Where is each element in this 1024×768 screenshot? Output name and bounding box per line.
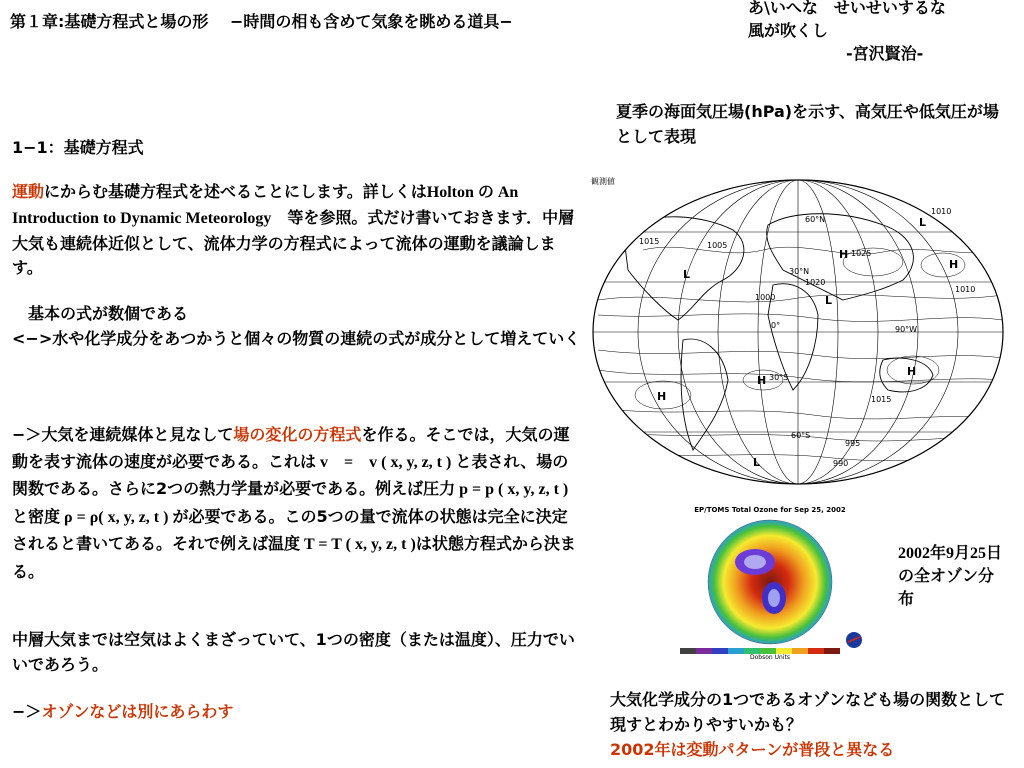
low-marker: L xyxy=(683,268,691,281)
lat-label: 60°N xyxy=(805,215,826,224)
ozone-units-label: Dobson Units xyxy=(750,654,790,661)
low-marker: L xyxy=(825,294,833,307)
poem-line-1: あ\いへな せいせいするな xyxy=(748,0,946,17)
ozone-globe xyxy=(708,520,832,644)
ozone-figure xyxy=(670,500,870,670)
keyword-motion: 運動 xyxy=(12,182,45,201)
low-marker: L xyxy=(919,216,927,229)
bottom-caption-text: 大気化学成分の1つであるオゾンなども場の関数として現すとわかりやすいかも？ xyxy=(610,690,1006,734)
para3-text-e: が必要である。この5つの量で流体の状態は完全に決定されると書いてある。それで例えば温度 xyxy=(12,506,568,554)
para3-text-c: と表され、場の関数である。さらに2つの熱力学量が必要である。例えば圧力 xyxy=(12,451,569,499)
bottom-caption xyxy=(610,688,1010,762)
high-marker: H xyxy=(907,365,917,378)
isobar-label: 1020 xyxy=(805,278,826,287)
keyword-field-equation: 場の変化の方程式 xyxy=(233,425,362,444)
ozone-figure-title: EP/TOMS Total Ozone for Sep 25, 2002 xyxy=(694,506,846,514)
isobar-label: 1010 xyxy=(931,207,952,216)
high-marker: H xyxy=(949,258,959,271)
para2-line-1: 基本の式が数個である xyxy=(12,304,189,323)
bottom-caption-red: 2002年は変動パターンが普段と異なる xyxy=(610,739,895,759)
poem-quote xyxy=(748,0,946,66)
lat-label: 30°S xyxy=(769,373,789,382)
arrow-text: −＞ xyxy=(12,702,42,721)
ozone-note-red: オゾンなどは別にあらわす xyxy=(41,702,234,721)
lon-label: 90°W xyxy=(895,325,918,334)
lat-label: 60°S xyxy=(791,431,811,440)
para1-text-a: にからむ基礎方程式を述べることにします。詳しくは xyxy=(44,182,427,201)
ozone-map-svg xyxy=(670,500,870,670)
paragraph-intro xyxy=(12,180,582,281)
isobar-label: 995 xyxy=(845,439,861,448)
book-reference: Holton の An Introduction to Dynamic Meteorology xyxy=(12,184,519,227)
page-title: 第１章:基礎方程式と場の形 −時間の相も含めて気象を眺める道具− xyxy=(10,12,513,31)
equation-pressure: p = p ( x, y, z, t ) xyxy=(455,481,569,499)
para3-text-b: を作る。そこでは，大気の運動を表す流体の速度が必要である。これは xyxy=(12,425,570,471)
paragraph-mixing: 中層大気までは空気はよくまざっていて、1つの密度（または温度）、圧力でいいであろう。 xyxy=(12,630,575,674)
high-marker: H xyxy=(839,248,849,261)
ozone-hole-core xyxy=(768,589,780,607)
sea-level-pressure-map xyxy=(583,170,1008,490)
isobar-label: 1025 xyxy=(851,249,872,258)
equation-density: ρ = ρ( x, y, z, t ) xyxy=(60,508,173,526)
poem-line-2: 風が吹くし xyxy=(748,21,829,41)
ozone-date-caption: 2002年9月25日の全オゾン分布 xyxy=(898,545,1003,609)
world-map-svg xyxy=(583,170,1008,490)
lat-label: 30°N xyxy=(789,267,810,276)
isobar-label: 1015 xyxy=(871,395,892,404)
low-marker: L xyxy=(753,456,761,469)
isobar-label: 1005 xyxy=(707,241,728,250)
isobar-label: 1010 xyxy=(955,285,976,294)
map-corner-label: 観測値 xyxy=(591,177,615,186)
equation-velocity: v = v ( x, y, z, t ) xyxy=(316,453,456,471)
high-marker: H xyxy=(657,390,667,403)
isobar-label: 1000 xyxy=(755,293,776,302)
section-heading: 1−1：基礎方程式 xyxy=(12,138,144,157)
paragraph-field-equations xyxy=(12,422,582,585)
ozone-hole-core xyxy=(744,555,766,569)
equation-temperature: T = T ( x, y, z, t ) xyxy=(300,536,416,554)
high-marker: H xyxy=(757,374,767,387)
para1-text-c: 等を参照。式だけ書いておきます．中層大気も連続体近似として、流体力学の方程式によって流体の運動を議論します。 xyxy=(12,207,575,278)
para3-text-d: と密度 xyxy=(12,506,61,526)
ozone-note xyxy=(12,700,233,725)
lat-label: 0° xyxy=(771,321,781,330)
para3-text-a: −＞大気を連続媒体と見なして xyxy=(12,425,234,444)
map-caption: 夏季の海面気圧場(hPa)を示す、高気圧や低気圧が場として表現 xyxy=(616,102,999,146)
isobar-label: 990 xyxy=(833,459,849,468)
paragraph-basic-equations xyxy=(12,302,582,352)
isobar-label: 1015 xyxy=(639,237,660,246)
para3-text-f: は状態方程式から決まる。 xyxy=(12,534,576,581)
poem-author: -宮沢賢治- xyxy=(846,44,924,64)
para2-line-2: <−>水や化学成分をあつかうと個々の物質の連続の式が成分として増えていく xyxy=(12,328,581,348)
